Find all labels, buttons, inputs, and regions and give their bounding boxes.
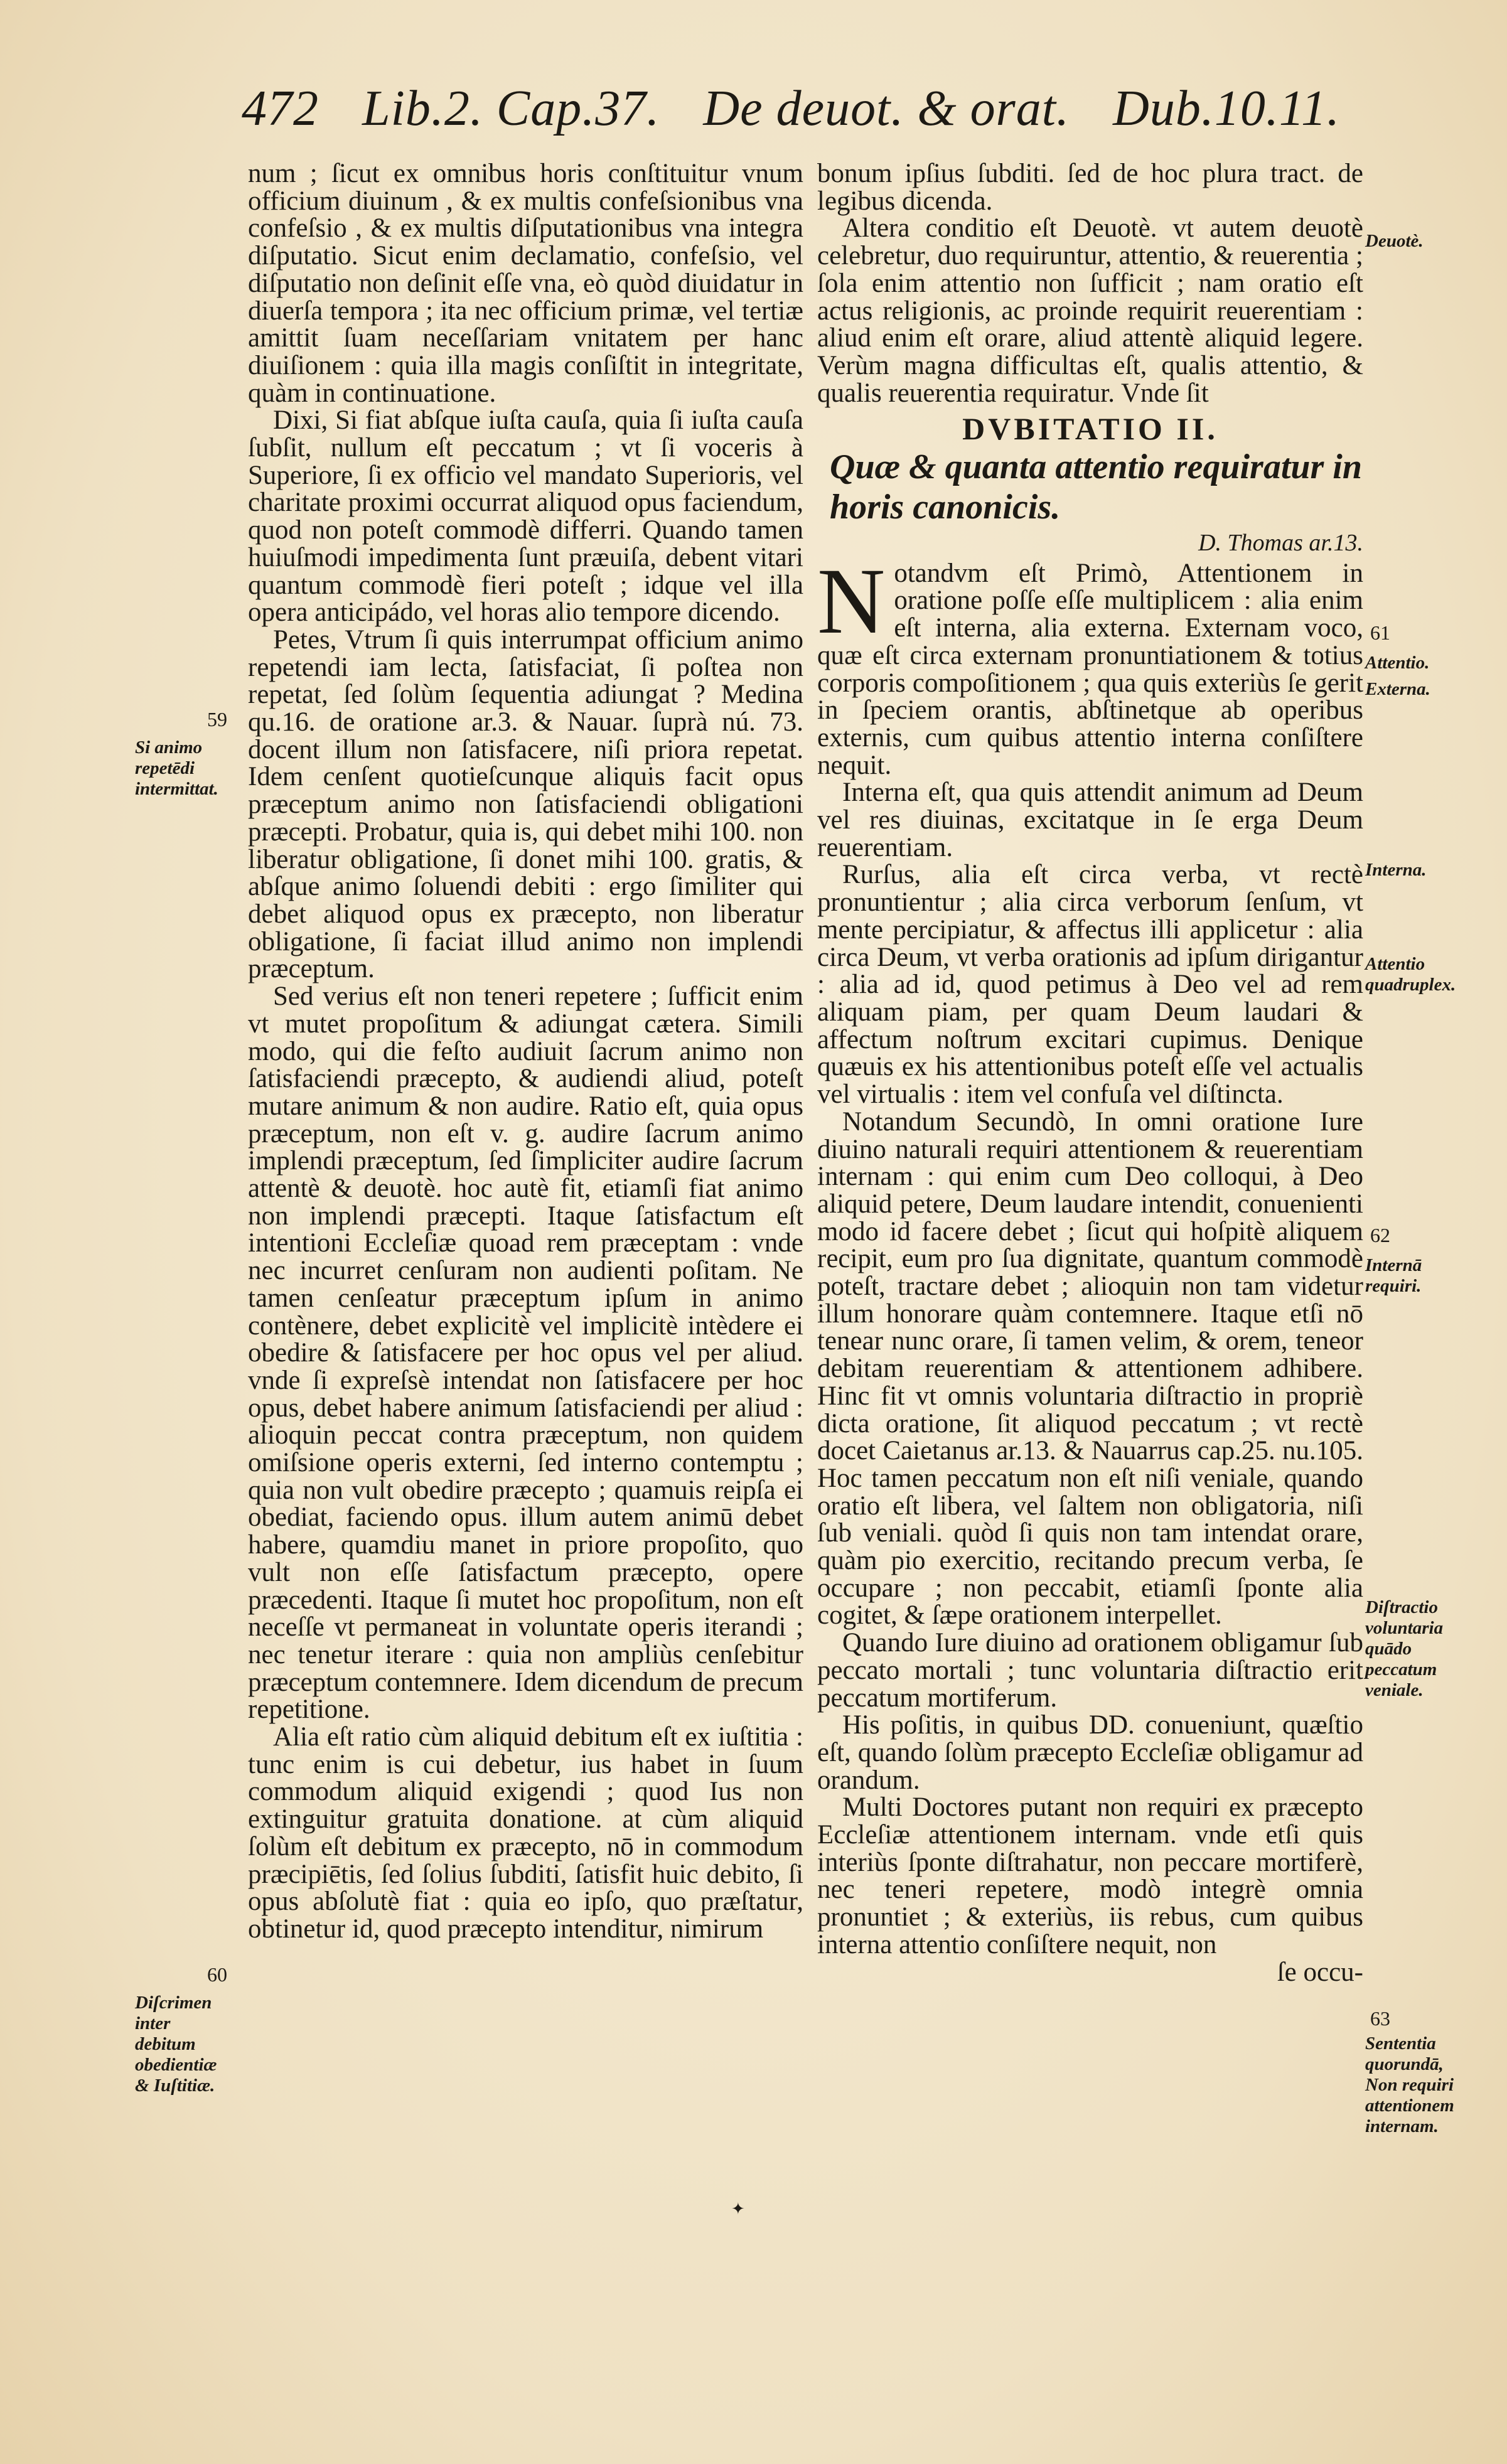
paragraph: bonum ipſius ſubditi. ſed de hoc plura tract. de legibus dicenda.	[817, 159, 1363, 216]
margin-note: Diſcrimen inter debitum obedientiæ & Iuſtitiæ.	[135, 1993, 217, 2096]
margin-number: 60	[207, 1963, 227, 1986]
paragraph: Notandum Secundò, In omni oratione Iure diuino naturali requiri attentionem & reuerentiam internam : qui enim cum Deo colloqui, à Deo aliquid petere, Deum laudare intendit, conuenienti modo id facere debet ; ſicut qui hoſpitè aliquem recipit, eum pro ſua dignitate, quantum commodè poteſt, tractare debet ; alioquin non tam videtur illum honorare quàm contemnere. Itaque etſi nō tenear nunc orare, ſi tamen velim, & orem, teneor debitam reuerentiam & attentionem adhibere. Hinc fit vt omnis voluntaria diſtractio in propriè dicta oratione, ſit aliquod peccatum ; vt rectè docet Caietanus ar.13. & Nauarrus cap.25. nu.105. Hoc tamen peccatum non eſt niſi veniale, quando oratio eſt libera, vel ſaltem non obligatoria, niſi ſub veniali. quòd ſi quis non tam intendat orare, quàm pio exercitio, recitando precum verba, ſe occupare ; non peccabit, etiamſi ſponte alia cogitet, & ſæpe orationem interpellet.	[817, 1106, 1363, 1631]
margin-note: Internā requiri.	[1365, 1255, 1422, 1296]
margin-number: 63	[1370, 2007, 1390, 2030]
catchword: ſe occu-	[1277, 1957, 1363, 1987]
dubitatio-heading: DVBITATIO II.	[962, 411, 1218, 447]
signature-mark: ✦	[731, 2200, 745, 2218]
paragraph: Alia eſt ratio cùm aliquid debitum eſt ex iuſtitia : tunc enim is cui debetur, ius habet in ſuum commodum aliquid exigendi ; quod Ius non extinguitur gratuita donatione. at cùm aliquid ſolùm eſt debitum ex præcepto, nō in commodum præcipiētis, ſed ſolius ſubditi, ſatisfit huic debito, ſi opus abſolutè fiat : quia eo ipſo, quo præſtatur, obtinetur id, quod præcepto intenditur, nimirum	[248, 1722, 803, 1944]
margin-note: Externa.	[1365, 679, 1430, 699]
left-column	[248, 160, 803, 1943]
paragraph: Petes, Vtrum ſi quis interrumpat officium animo repetendi iam lecta, ſatisfaciat, ſi poſtea non repetat, ſed ſolùm ſequentia adiungat ? Medina qu.16. de oratione ar.3. & Nauar. ſuprà nú. 73. docent illum non ſatisfacere, niſi priora repetat. Idem cenſent quotieſcunque aliquis facit opus præceptum animo non ſatisfaciendi obligationi præcepti. Probatur, quia is, qui debet mihi 100. non liberatur obligatione, ſi donet mihi 100. gratis, & abſque animo ſoluendi debiti : ergo ſimiliter qui debet aliquod opus ex præcepto, non liberatur obligatione, ſi faciat illud animo non implendi præceptum.	[248, 624, 803, 984]
right-column	[817, 160, 1363, 1986]
page-number: 472	[242, 81, 319, 136]
margin-note: Diſtractio voluntaria quādo peccatum veniale.	[1365, 1597, 1444, 1700]
paragraph-text: otandvm eſt Primò, Attentionem in oratione poſſe eſſe multiplicem : alia enim eſt interna, alia externa. Externam voco, quæ eſt circa externam pronuntiationem & totius corporis compoſitionem ; qua quis exteriùs ſe gerit in ſpeciem orantis, abſtinetque ab operibus externis, cum quibus attentio interna conſiſtere nequit.	[817, 558, 1363, 780]
paragraph: Multi Doctores putant non requiri ex præcepto Eccleſiæ attentionem internam. vnde etſi quis interiùs ſponte diſtrahatur, non peccare mortiferè, nec teneri repetere, modò integrè omnia pronuntiet ; & exteriùs, iis rebus, cum quibus interna attentio conſiſtere nequit, non	[817, 1792, 1363, 1959]
paragraph: Dixi, Si fiat abſque iuſta cauſa, quia ſi iuſta cauſa ſubſit, nullum eſt peccatum ; vt ſi voceris à Superiore, ſi ex officio vel mandato Superioris, vel charitate proximi occurrat aliquod opus faciendum, quod non poteſt commodè differri. Quando tamen huiuſmodi impedimenta ſunt præuiſa, debent vitari quantum commodè fieri poteſt ; idque vel illa opera anticipádo, vel horas alio tempore dicendo.	[248, 405, 803, 628]
drop-cap-letter: N	[817, 549, 886, 653]
header-dubitatio: Dub.10.11.	[1113, 81, 1340, 136]
margin-note: Deuotè.	[1365, 231, 1424, 251]
margin-number: 59	[207, 708, 227, 731]
paragraph: Sed verius eſt non teneri repetere ; ſufficit enim vt mutet propoſitum & adiungat cætera. Simili modo, qui die feſto audiuit ſacrum animo non ſatisfaciendi præcepto, & audiendi aliud, poteſt mutare animum & non audire. Ratio eſt, quia opus præceptum, non eſt v. g. audire ſacrum animo implendi præceptum, ſed ſimpliciter audire ſacrum attentè & deuotè. hoc autè fit, etiamſi fiat animo non implendi præcepti. Itaque ſatisfactum eſt intentioni Eccleſiæ quoad rem præceptam : vnde nec incurret cenſuram non audienti poſitam. Ne tamen cenſeatur præceptum ipſum in animo contènere, debet explicitè vel implicitè intèdere ei obedire & ſatisfacere per hoc opus vel per aliud. vnde ſi expreſsè intendat non ſatisfacere per hoc opus, debet habere animum ſatisfaciendi per aliud : alioquin peccat contra præceptum, non quidem omiſsione operis externi, ſed interno contemptu ; quia non vult obedire præcepto ; quamuis reipſa ei obediat, faciendo opus. illum autem animū debet habere, quamdiu manet in priore propoſito, quo vult non eſſe ſatisfactum præcepto, opere præcedenti. Itaque ſi mutet hoc propoſitum, non eſt neceſſe vt permaneat in voluntate operis iterandi ; nec tenetur iterare : quia non ampliùs cenſebitur præceptum contemnere. Idem dicendum de precum repetitione.	[248, 982, 803, 1725]
margin-note: Attentio.	[1365, 653, 1430, 673]
paragraph: Quando Iure diuino ad orationem obligamur ſub peccato mortali ; tunc voluntaria diſtractio erit peccatum mortiferum.	[817, 1628, 1363, 1713]
paragraph-with-dropcap	[817, 549, 1363, 780]
dubitatio-title: Quæ & quanta attentio requiratur in horis canonicis.	[830, 447, 1363, 527]
book-chapter: Lib.2. Cap.37.	[362, 81, 660, 136]
dubitatio-reference: D. Thomas ar.13.	[1198, 530, 1363, 557]
paragraph: Interna eſt, qua quis attendit animum ad Deum vel res diuinas, excitatque in ſe erga Deum reuerentiam.	[817, 778, 1363, 862]
margin-number: 62	[1370, 1224, 1390, 1246]
running-header	[242, 80, 1340, 156]
header-topic: De deuot. & orat.	[703, 81, 1070, 136]
paragraph: Altera conditio eſt Deuotè. vt autem deuotè celebretur, duo requiruntur, attentio, & reuerentia ; ſola enim attentio non ſufficit ; nam oratio eſt actus religionis, ac proinde requirit reuerentiam : aliud enim eſt orare, aliud attentè aliquid legere. Verùm magna difficultas eſt, qualis attentio, & qualis reuerentia requiratur. Vnde ſit	[817, 213, 1363, 408]
paragraph: His poſitis, in quibus DD. conueniunt, quæſtio eſt, quando ſolùm præcepto Eccleſiæ obligamur ad orandum.	[817, 1710, 1363, 1795]
paragraph: num ; ſicut ex omnibus horis conſtituitur vnum officium diuinum , & ex multis confeſsionibus vna confeſsio , & ex multis diſputationibus vna integra diſputatio. Sicut enim declamatio, confeſsio, vel diſputatio non deſinit eſſe vna, eò quòd diuidatur in diuerſa tempora ; ita nec officium primæ, vel tertiæ amittit ſuam neceſſariam vnitatem per hanc diuiſionem : quia illa magis conſiſtit in integritate, quàm in continuatione.	[248, 159, 803, 408]
margin-note: Attentio quadruplex.	[1365, 954, 1456, 995]
margin-note: Interna.	[1365, 860, 1427, 880]
margin-note: Si animo repetēdi intermittat.	[135, 737, 218, 799]
margin-number: 61	[1370, 621, 1390, 644]
paragraph: Rurſus, alia eſt circa verba, vt rectè pronuntientur ; alia circa verborum ſenſum, vt mente percipiatur, & affectus illi applicetur : alia circa Deum, vt verba orationis ad ipſum dirigantur : alia ad id, quod petimus à Deo vel ad rem aliquam piam, per quam Deum laudari & affectum noſtrum excitari cupimus. Denique quæuis ex his attentionibus poteſt eſſe vel actualis vel virtualis : item vel confuſa vel diſtincta.	[817, 860, 1363, 1110]
margin-note: Sententia quorundā, Non requiri attentionem internam.	[1365, 2033, 1454, 2136]
